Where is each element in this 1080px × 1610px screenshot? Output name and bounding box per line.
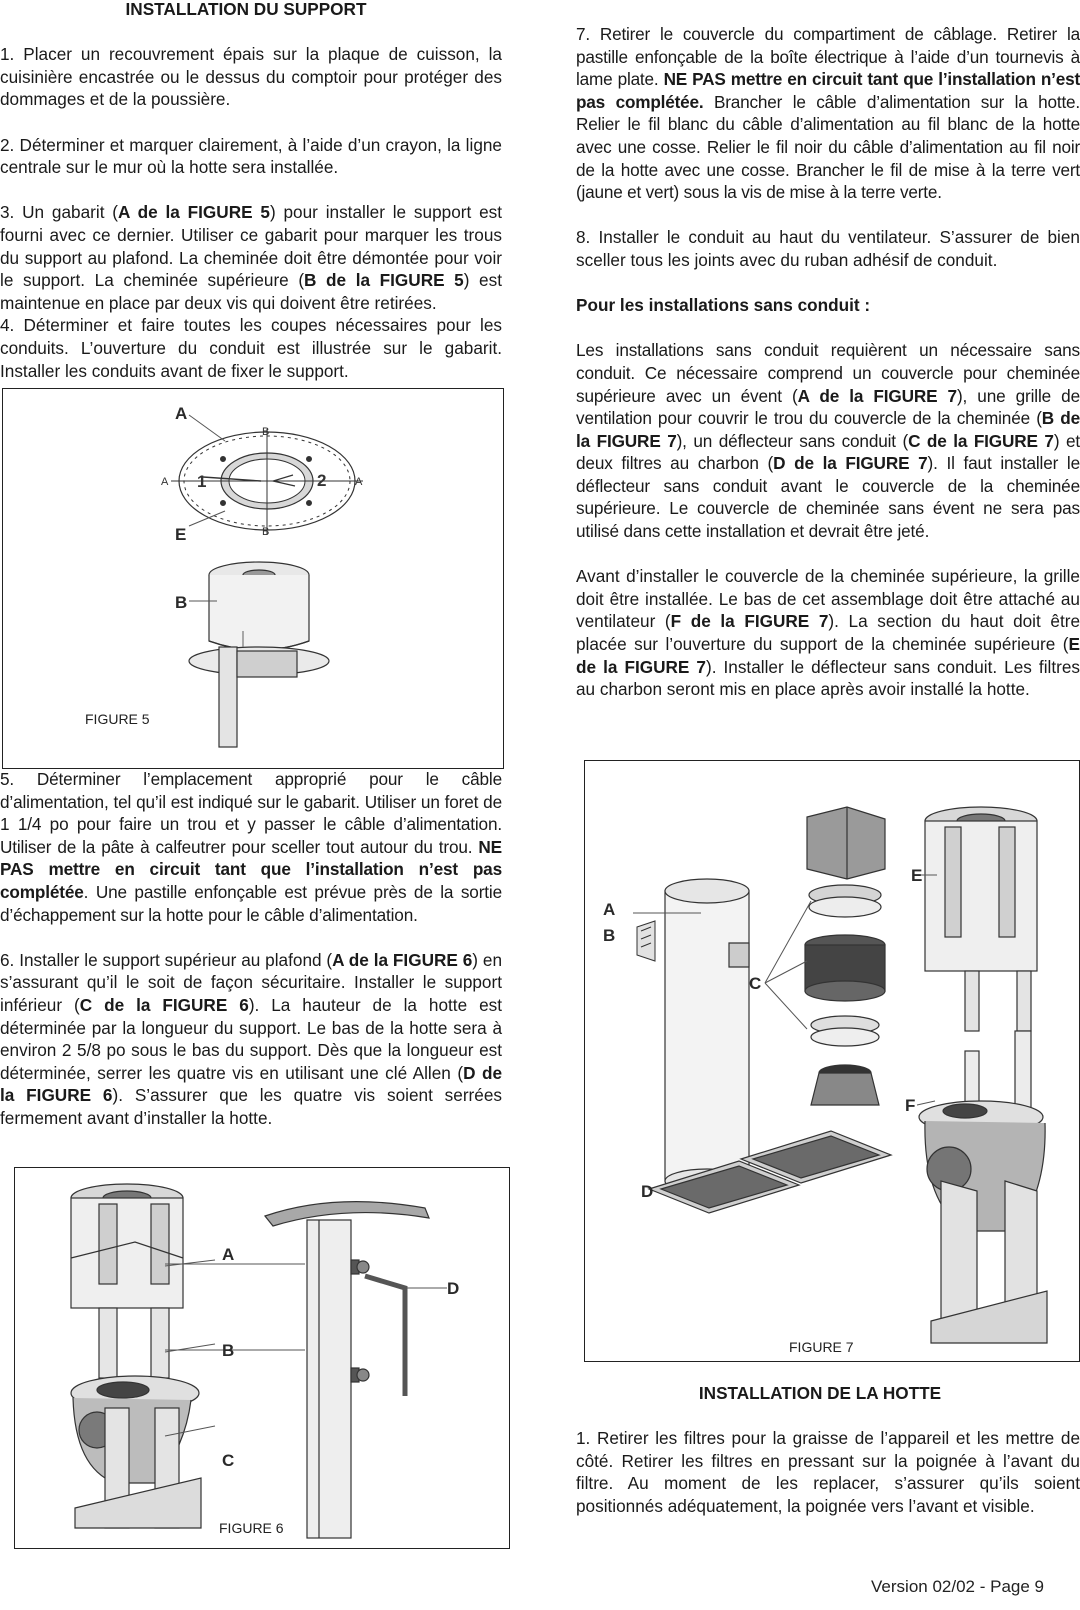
step-6: 6. Installer le support supérieur au plafond (A de la FIGURE 6) en s’assurant qu’il le soit de façon sécuritaire. Installer le support inférieur (C de la FIGURE 6). La hauteur de la hotte est déterminée par la longueur du support. Le bas de la hotte sera à environ 2 5/8 po sous le bas du support. Dès que la longueur est déterminée, serrer les quatre vis en utilisant une clé Allen (D de la FIGURE 6). S’assurer que les quatre vis soient serrées fermement avant d’installer la hotte. — [0, 949, 503, 1128]
template-mark: B — [262, 526, 270, 538]
template-mark: B — [262, 426, 270, 438]
figure-7 — [584, 760, 1080, 1362]
label-a: A — [175, 404, 188, 423]
template-mark: A — [161, 476, 169, 488]
template-mark: A — [355, 476, 363, 488]
label-b: B — [175, 593, 188, 612]
template-mark: 2 — [317, 471, 327, 490]
support-assembly — [71, 1184, 201, 1528]
page-footer: Version 02/02 - Page 9 — [871, 1577, 1044, 1596]
ductless-deflector — [805, 807, 885, 1105]
step-4: 4. Déterminer et faire toutes les coupes nécessaires pour les conduits. L’ouverture du conduit est illustrée sur le gabarit. Installer les conduits avant de fixer le support. — [0, 315, 502, 381]
step-8: 8. Installer le conduit au haut du ventilateur. S’assurer de bien sceller tous les joints avec du ruban adhésif de conduit. — [576, 227, 1080, 270]
fan-and-lower-support — [919, 1031, 1047, 1343]
label-d: D — [447, 1279, 460, 1298]
step-1: 1. Placer un recouvrement épais sur la plaque de cuisson, la cuisinière encastrée ou le dessus du comptoir pour protéger des dommages et de la poussière. — [0, 44, 502, 110]
figure-5-illustration — [3, 389, 503, 768]
label-c: C — [222, 1451, 235, 1470]
label-e: E — [911, 866, 923, 885]
label-c: C — [749, 974, 762, 993]
template-mark: 1 — [197, 472, 207, 491]
figure-7-caption: FIGURE 7 — [789, 1339, 854, 1355]
label-e: E — [175, 525, 187, 544]
step-5: 5. Déterminer l’emplacement approprié pour le câble d’alimentation, tel qu’il est indiqué sur le gabarit. Utiliser un foret de 1 1/4 po pour faire un trou et y passer le câble d’alimentation. Utiliser de la pâte à calfeutrer pour sceller tout autour du trou. NE PAS mettre en circuit tant que l’installation n’est pas complétée. Une pastille enfonçable est prévue près de la sortie d’échappement sur la hotte pour le câble d’alimentation. — [0, 769, 502, 925]
label-d: D — [641, 1182, 654, 1201]
label-f: F — [905, 1096, 916, 1115]
figure-6 — [14, 1167, 510, 1549]
figure-6-illustration — [15, 1168, 509, 1548]
ductless-heading: Pour les installations sans conduit : — [576, 295, 871, 316]
upper-chimney — [189, 562, 329, 747]
figure-5-caption: FIGURE 5 — [85, 711, 150, 727]
figure-5 — [2, 388, 504, 769]
hood-step-1: 1. Retirer les filtres pour la graisse de l’appareil et les mettre de côté. Retirer les filtres en pressant sur la poignée à l’avant du filtre. Au moment de les replacer, s’assurer qu’ils soient positionnés adéquatement, la poignée vers l’avant et visible. — [576, 1428, 1080, 1516]
detail-view — [265, 1202, 429, 1538]
label-a: A — [603, 900, 616, 919]
grille-paragraph: Avant d’installer le couvercle de la cheminée supérieure, la grille doit être installée. Le bas de cet assemblage doit être attaché au ventilateur (F de la FIGURE 7). La section du haut doit être placée sur l’ouverture du support de la cheminée supérieure (E de la FIGURE 7). Installer le déflecteur sans conduit. Les filtres au charbon seront mis en place après avoir installé la hotte. — [576, 566, 1080, 700]
support-installation-heading: INSTALLATION DU SUPPORT — [125, 0, 367, 19]
template-marks — [161, 426, 363, 538]
label-b: B — [603, 926, 616, 945]
hood-installation-heading: INSTALLATION DE LA HOTTE — [698, 1383, 942, 1403]
label-a: A — [222, 1245, 235, 1264]
vent-grille — [637, 921, 655, 961]
ductless-kit-paragraph: Les installations sans conduit requièrent un nécessaire sans conduit. Ce nécessaire comprend un couvercle pour cheminée supérieure avec un évent (A de la FIGURE 7), une grille de ventilation pour couvrir le trou du couvercle de la cheminée (B de la FIGURE 7), un déflecteur sans conduit (C de la FIGURE 7) et deux filtres au charbon (D de la FIGURE 7). Il faut installer le déflecteur sans conduit avant le couvercle de la cheminée supérieure. Le couvercle de cheminée sans évent ne sera pas utilisé dans cette installation et devrait être jeté. — [576, 340, 1080, 542]
label-b: B — [222, 1341, 235, 1360]
step-7: 7. Retirer le couvercle du compartiment de câblage. Retirer la pastille enfonçable de la boîte électrique à l’aide d’un tournevis à lame plate. NE PAS mettre en circuit tant que l’installation n’est pas complétée. Brancher le câble d’alimentation sur la hotte. Relier le fil blanc du câble d’alimentation au fil blanc de la hotte avec une cosse. Relier le fil noir du câble d’alimentation au fil noir de la hotte avec une cosse. Brancher le fil de mise à la terre vert (jaune et vert) sous la vis de mise à la terre verte. — [576, 24, 1080, 203]
upper-chimney-support — [925, 807, 1037, 1031]
figure-6-caption: FIGURE 6 — [219, 1520, 284, 1536]
step-2: 2. Déterminer et marquer clairement, à l’aide d’un crayon, la ligne centrale sur le mur où la hotte sera installée. — [0, 134, 502, 178]
chimney-cover-with-vent — [665, 879, 749, 1193]
figure-7-illustration — [585, 761, 1079, 1361]
step-3: 3. Un gabarit (A de la FIGURE 5) pour installer le support est fourni avec ce dernier. Utiliser ce gabarit pour marquer les trous du support au plafond. La cheminée doit être démontée pour voir le support. La cheminée supérieure (B de la FIGURE 5) est maintenue en place par deux vis qui doivent être retirées. — [0, 202, 502, 313]
